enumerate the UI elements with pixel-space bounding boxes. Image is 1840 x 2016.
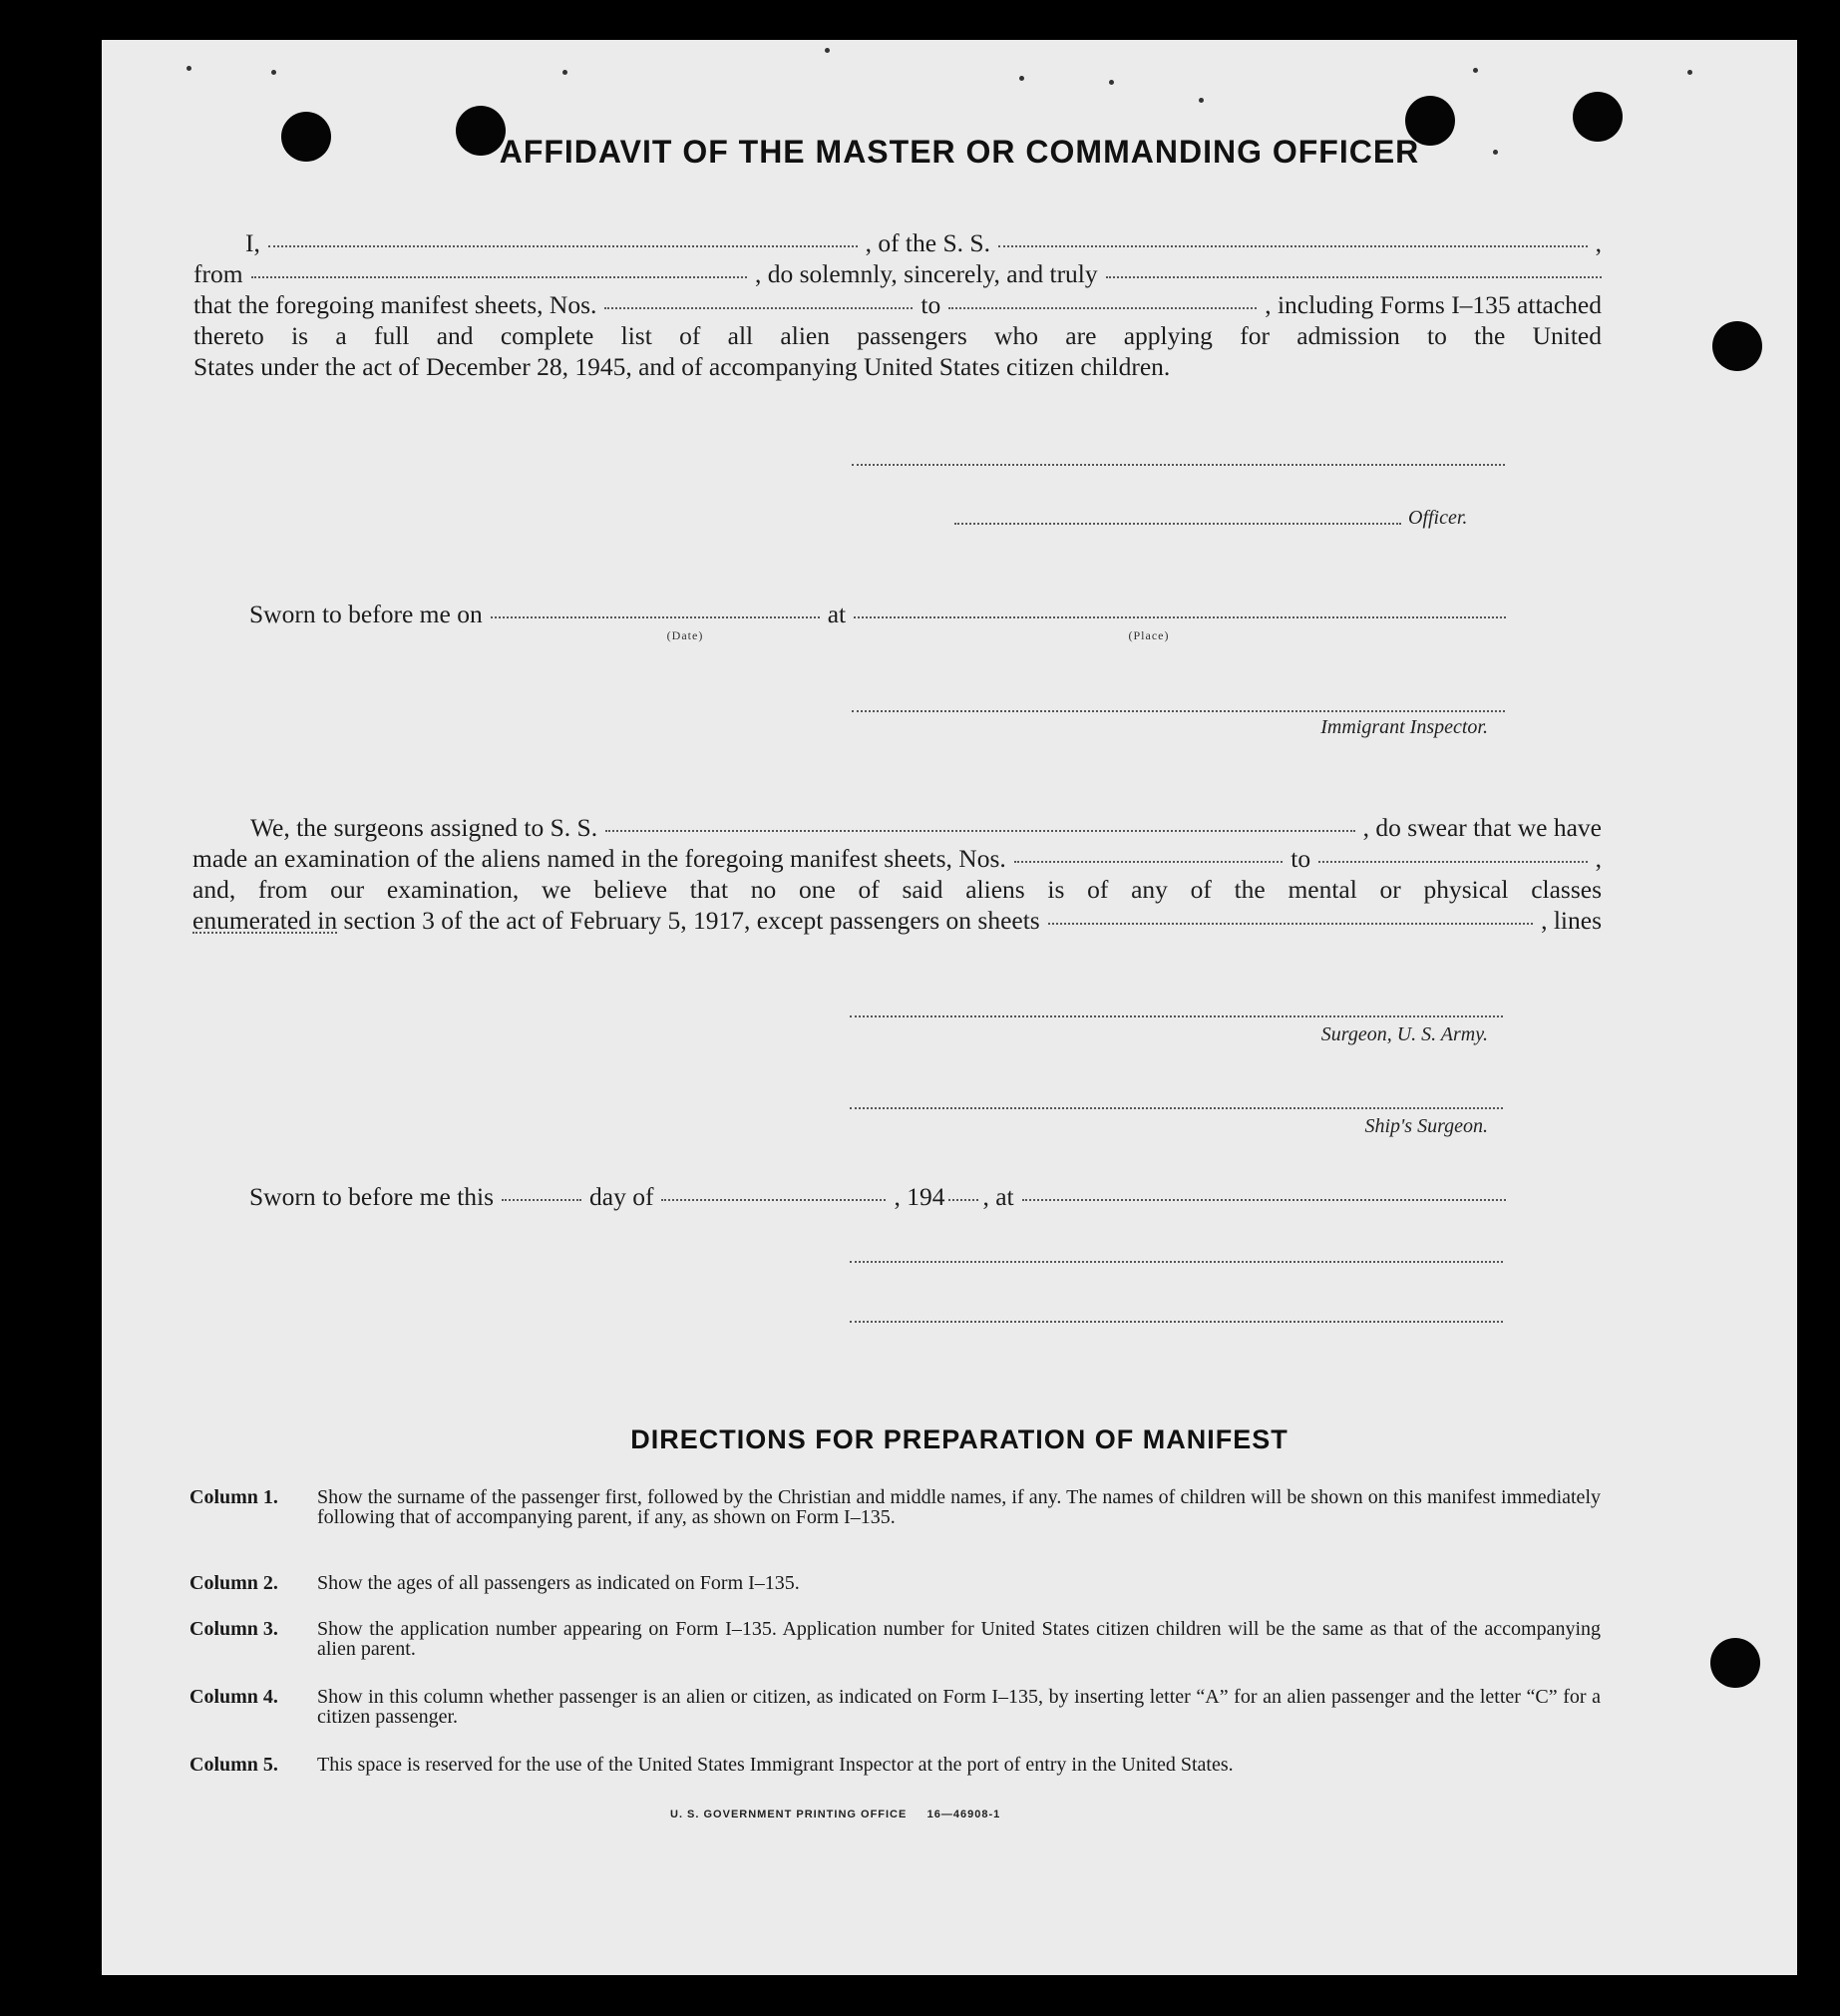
text: I, (245, 228, 260, 257)
affidavit-line-4 (193, 320, 1602, 351)
year-field[interactable] (948, 1199, 978, 1201)
direction-item (189, 1687, 1601, 1727)
text: , at (982, 1182, 1014, 1211)
ships-surgeon-label: Ship's Surgeon. (1364, 1115, 1488, 1137)
text: that the foregoing manifest sheets, Nos. (193, 290, 597, 319)
ship-name-field[interactable] (998, 245, 1588, 247)
surgeons-line-1 (192, 812, 1602, 843)
surgeons-line-4 (192, 905, 1602, 936)
direction-text: Show the ages of all passengers as indicated on Form I–135. (317, 1572, 800, 1594)
surgeons-line-3 (192, 874, 1602, 905)
place-caption: (Place) (1128, 628, 1170, 642)
date-caption: (Date) (666, 628, 704, 642)
direction-text: Show the surname of the passenger first, followed by the Christian and middle names, if any. The names of children will be shown on this manifest immediately following that of accompanying parent, if any, as shown on Form I–135. (317, 1486, 1601, 1528)
army-surgeon-signature-line[interactable] (850, 1015, 1503, 1017)
direction-label: Column 4. (189, 1686, 278, 1708)
sworn-place-field[interactable] (1022, 1199, 1506, 1201)
text: at (827, 600, 847, 628)
surgeon-ship-field[interactable] (605, 830, 1355, 832)
exam-sheet-from-field[interactable] (1014, 861, 1284, 863)
direction-label: Column 1. (189, 1486, 278, 1508)
officer-signature-line[interactable] (954, 523, 1401, 525)
punch-hole (1710, 1638, 1760, 1688)
text: and, from our examination, we believe that no one of said aliens is of any of the mental or physical classes (192, 875, 1602, 904)
ships-surgeon-signature-line[interactable] (850, 1107, 1503, 1109)
date-field[interactable] (491, 616, 820, 618)
text: , including Forms I–135 attached (1265, 290, 1603, 319)
text: We, the surgeons assigned to S. S. (250, 813, 598, 842)
surgeons-paragraph (192, 812, 1602, 938)
sworn-before-day (249, 1181, 1506, 1212)
affidavit-paragraph (193, 227, 1602, 382)
direction-item (189, 1573, 1601, 1593)
speck (1473, 68, 1478, 73)
text: from (193, 259, 243, 288)
immigrant-inspector-label: Immigrant Inspector. (1320, 716, 1488, 738)
sworn-line (249, 599, 1506, 629)
direction-label: Column 3. (189, 1618, 278, 1640)
direction-item (189, 1487, 1601, 1527)
except-sheets-field[interactable] (1048, 923, 1533, 925)
day-field[interactable] (502, 1199, 581, 1201)
name-field[interactable] (268, 245, 858, 247)
speck (562, 70, 567, 75)
sworn-day-line (249, 1181, 1506, 1212)
direction-text: This space is reserved for the use of the United States Immigrant Inspector at the port of entry in the United States. (317, 1754, 1234, 1776)
officer-label: Officer. (1408, 507, 1468, 529)
direction-item (189, 1755, 1601, 1775)
lines-field[interactable] (192, 932, 337, 934)
printing-office-imprint: U. S. GOVERNMENT PRINTING OFFICE 16—46908-1 (670, 1809, 1001, 1820)
direction-text: Show the application number appearing on Form I–135. Application number for United States citizen children will be the same as that of the accompanying alien parent. (317, 1618, 1601, 1660)
text: , of the S. S. (865, 228, 990, 257)
text: , 194 (894, 1182, 945, 1211)
direction-label: Column 5. (189, 1754, 278, 1776)
speck (1687, 70, 1692, 75)
place-field[interactable] (854, 616, 1506, 618)
affidavit-line-5 (193, 351, 1602, 382)
text: Sworn to before me on (249, 600, 483, 628)
speck (186, 66, 191, 71)
speck (1019, 76, 1024, 81)
sheet-to-field[interactable] (948, 307, 1257, 309)
exam-sheet-to-field[interactable] (1318, 861, 1588, 863)
affidavit-line-1 (193, 227, 1602, 258)
inspector-title-line-2[interactable] (850, 1321, 1503, 1323)
directions-title: DIRECTIONS FOR PREPARATION OF MANIFEST (630, 1424, 1288, 1454)
speck (271, 70, 276, 75)
master-signature-line[interactable] (852, 464, 1505, 466)
text: , do swear that we have (1362, 813, 1602, 842)
month-field[interactable] (661, 1199, 886, 1201)
document-page (102, 40, 1797, 1975)
surgeons-line-2 (192, 843, 1602, 874)
speck (825, 48, 830, 53)
text: made an examination of the aliens named in the foregoing manifest sheets, Nos. (192, 844, 1006, 873)
army-surgeon-label: Surgeon, U. S. Army. (1320, 1023, 1488, 1045)
direction-text: Show in this column whether passenger is an alien or citizen, as indicated on Form I–135, by inserting letter “A” for an alien passenger and the letter “C” for a citizen passenger. (317, 1686, 1601, 1728)
sheet-from-field[interactable] (604, 307, 913, 309)
text: States under the act of December 28, 1945, and of accompanying United States citizen children. (193, 352, 1171, 381)
oath-field[interactable] (1106, 276, 1602, 278)
from-field[interactable] (251, 276, 747, 278)
affidavit-title: AFFIDAVIT OF THE MASTER OR COMMANDING OFFICER (499, 134, 1420, 170)
text: , (1595, 228, 1603, 257)
text: , do solemnly, sincerely, and truly (754, 259, 1098, 288)
text: enumerated in section 3 of the act of February 5, 1917, except passengers on sheets (192, 906, 1040, 935)
text: day of (589, 1182, 654, 1211)
text: , (1595, 844, 1603, 873)
affidavit-line-2 (193, 258, 1602, 289)
sworn-before-date-place (249, 599, 1506, 629)
punch-hole (1712, 321, 1762, 371)
text: Sworn to before me this (249, 1182, 495, 1211)
punch-hole (1573, 92, 1623, 142)
punch-hole (281, 112, 331, 162)
direction-label: Column 2. (189, 1572, 278, 1594)
direction-item (189, 1619, 1601, 1659)
inspector-signature-line-2[interactable] (850, 1261, 1503, 1263)
affidavit-line-3 (193, 289, 1602, 320)
surgeons-line-5 (192, 936, 1602, 938)
text: thereto is a full and complete list of all alien passengers who are applying for admission to the United (193, 321, 1602, 350)
text: to (1290, 844, 1311, 873)
inspector-signature-line[interactable] (852, 710, 1505, 712)
text: , lines (1541, 906, 1602, 935)
speck (1199, 98, 1204, 103)
text: to (920, 290, 941, 319)
speck (1109, 80, 1114, 85)
